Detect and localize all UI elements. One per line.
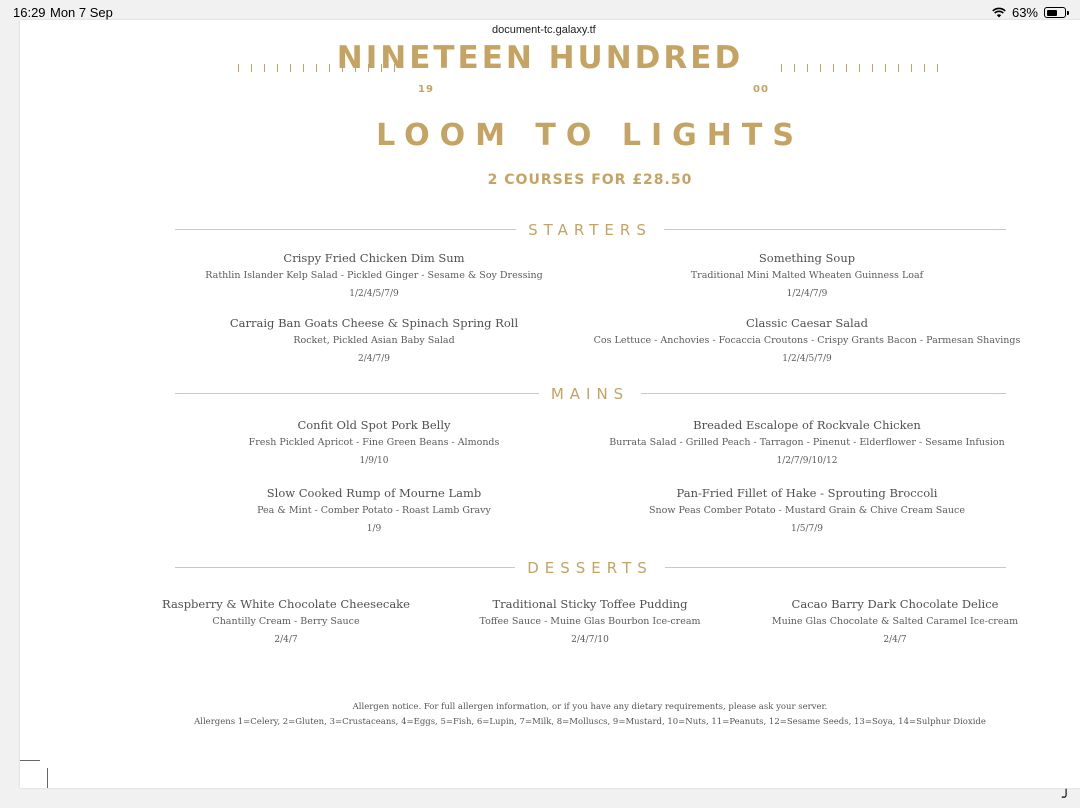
dish-allergens: 1/2/4/5/7/9 [349, 289, 399, 299]
dish-starter-1 [174, 249, 574, 303]
dish-name: Slow Cooked Rump of Mourne Lamb [266, 486, 482, 500]
dish-dessert-3 [745, 595, 1045, 649]
battery-icon [1044, 7, 1066, 18]
menu-offer: 2 COURSES FOR £28.50 [487, 172, 693, 188]
menu-title: LOOM TO LIGHTS [376, 118, 804, 153]
dish-name: Breaded Escalope of Rockvale Chicken [693, 418, 921, 432]
dish-description: Pea & Mint - Comber Potato - Roast Lamb Gravy [257, 505, 491, 516]
dish-description: Rathlin Islander Kelp Salad - Pickled Ginger - Sesame & Soy Dressing [205, 270, 543, 281]
battery-percent: 63% [1011, 5, 1038, 20]
dish-starter-3 [174, 314, 574, 368]
dish-name: Carraig Ban Goats Cheese & Spinach Spring Roll [229, 316, 519, 330]
scroll-indicator-icon: ╯ [1062, 790, 1071, 806]
dish-main-1 [174, 416, 574, 470]
starters-heading: STARTERS [0, 221, 1080, 239]
status-right [992, 5, 1066, 20]
dish-name: Classic Caesar Salad [746, 316, 868, 330]
crop-mark [47, 768, 48, 788]
brand-number-left: 19 [418, 84, 434, 95]
dish-name: Cacao Barry Dark Chocolate Delice [791, 597, 999, 611]
dish-dessert-1 [146, 595, 426, 649]
dish-description: Rocket, Pickled Asian Baby Salad [293, 335, 455, 346]
dish-allergens: 2/4/7/9 [357, 354, 390, 364]
url-label[interactable]: document-tc.galaxy.tf [484, 22, 604, 38]
desserts-heading: DESSERTS [0, 559, 1080, 577]
dish-name: Something Soup [758, 251, 856, 265]
dish-name: Crispy Fried Chicken Dim Sum [283, 251, 465, 265]
dish-allergens: 2/4/7 [274, 635, 298, 645]
dish-name: Raspberry & White Chocolate Cheesecake [162, 597, 410, 611]
dish-main-3 [174, 484, 574, 538]
brand-name: NINETEEN HUNDRED [336, 40, 744, 76]
wifi-icon [992, 7, 1006, 18]
dish-allergens: 2/4/7/10 [571, 635, 609, 645]
dish-name: Pan-Fried Fillet of Hake - Sprouting Broccoli [676, 486, 938, 500]
dish-description: Toffee Sauce - Muine Glas Bourbon Ice-cream [479, 616, 701, 627]
dish-description: Fresh Pickled Apricot - Fine Green Beans - Almonds [248, 437, 500, 448]
crop-mark [20, 760, 40, 761]
brand-number-right: 00 [753, 84, 769, 95]
dish-allergens: 1/9 [366, 524, 382, 534]
dish-description: Chantilly Cream - Berry Sauce [212, 616, 360, 627]
status-date: Mon 7 Sep [50, 5, 113, 20]
dish-name: Confit Old Spot Pork Belly [297, 418, 451, 432]
dish-allergens: 1/9/10 [359, 456, 389, 466]
dish-allergens: 1/2/4/7/9 [786, 289, 828, 299]
dish-allergens: 2/4/7 [883, 635, 907, 645]
mains-heading: MAINS [0, 385, 1080, 403]
dish-description: Burrata Salad - Grilled Peach - Tarragon - Pinenut - Elderflower - Sesame Infusion [609, 437, 1005, 448]
dish-description: Cos Lettuce - Anchovies - Focaccia Croutons - Crispy Grants Bacon - Parmesan Shavings [593, 335, 1021, 346]
brand-ticks-right [781, 64, 938, 72]
dish-description: Traditional Mini Malted Wheaten Guinness Loaf [690, 270, 924, 281]
dish-main-2 [582, 416, 1032, 470]
dish-allergens: 1/2/7/9/10/12 [776, 456, 838, 466]
dish-dessert-2 [450, 595, 730, 649]
status-time: 16:29 [13, 5, 46, 20]
dish-name: Traditional Sticky Toffee Pudding [492, 597, 688, 611]
dish-allergens: 1/2/4/5/7/9 [782, 354, 832, 364]
dish-starter-4 [582, 314, 1032, 368]
dish-description: Muine Glas Chocolate & Salted Caramel Ice-cream [771, 616, 1019, 627]
dish-starter-2 [607, 249, 1007, 303]
dish-main-4 [607, 484, 1007, 538]
dish-description: Snow Peas Comber Potato - Mustard Grain & Chive Cream Sauce [649, 505, 965, 516]
allergen-notice: Allergen notice. For full allergen information, or if you have any dietary requirements, please ask your server. [352, 702, 828, 712]
dish-allergens: 1/5/7/9 [790, 524, 823, 534]
allergen-key: Allergens 1=Celery, 2=Gluten, 3=Crustaceans, 4=Eggs, 5=Fish, 6=Lupin, 7=Milk, 8=Molluscs, 9=Mustard, 10=Nuts, 11=Peanuts, 12=Sesame Seeds, 13=Soya, 14=Sulphur Dioxide [194, 717, 986, 727]
